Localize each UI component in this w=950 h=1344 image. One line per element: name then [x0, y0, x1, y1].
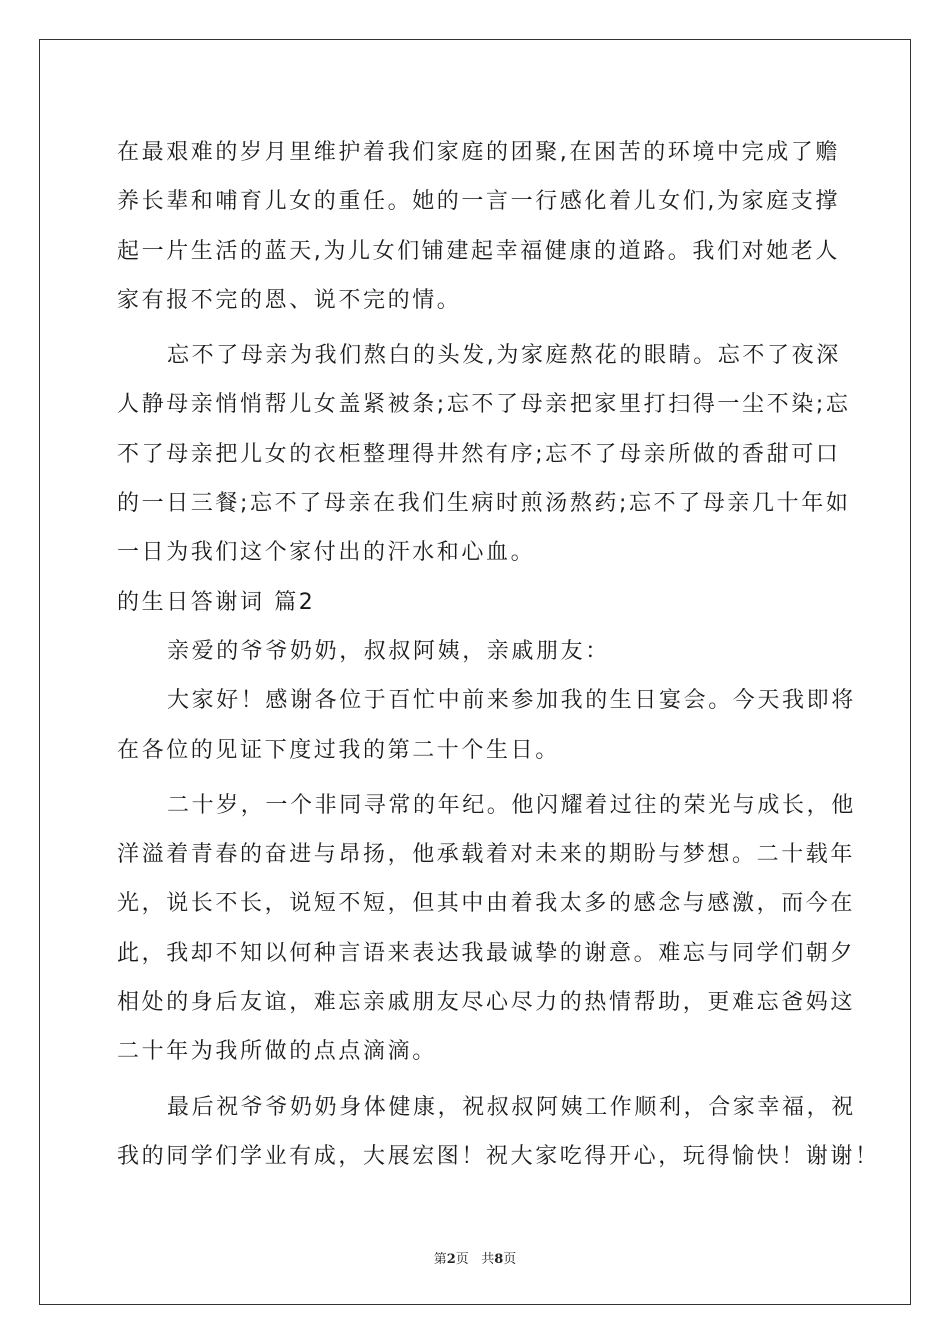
- body-line: 养长辈和哺育儿女的重任。她的一言一行感化着儿女们,为家庭支撑: [117, 189, 840, 215]
- total-label-prefix: 共: [481, 1252, 495, 1267]
- body-line: 的一日三餐;忘不了母亲在我们生病时煎汤熬药;忘不了母亲几十年如: [117, 491, 851, 517]
- page-footer: [0, 1248, 950, 1267]
- page-number: 2: [446, 1252, 456, 1267]
- body-line: 不了母亲把儿女的衣柜整理得井然有序;忘不了母亲所做的香甜可口: [117, 441, 841, 467]
- body-line: 家有报不完的恩、说不完的情。: [117, 287, 462, 313]
- section-heading: 的生日答谢词 篇2: [117, 589, 316, 615]
- body-line: 人静母亲悄悄帮儿女盖紧被条;忘不了母亲把家里打扫得一尘不染;忘: [117, 392, 851, 418]
- page-label-suffix: 页: [455, 1252, 469, 1267]
- paragraph-first-line: 大家好！感谢各位于百忙中前来参加我的生日宴会。今天我即将: [167, 688, 856, 714]
- body-line: 在各位的见证下度过我的第二十个生日。: [117, 737, 560, 763]
- total-pages: 8: [494, 1252, 504, 1267]
- body-line: 相处的身后友谊，难忘亲戚朋友尽心尽力的热情帮助，更难忘爸妈这: [117, 990, 856, 1016]
- salutation: 亲爱的爷爷奶奶，叔叔阿姨，亲戚朋友：: [167, 638, 610, 664]
- paragraph-first-line: 二十岁，一个非同寻常的年纪。他闪耀着过往的荣光与成长，他: [167, 792, 856, 818]
- body-line: 二十年为我所做的点点滴滴。: [117, 1039, 437, 1065]
- total-label-suffix: 页: [503, 1252, 517, 1267]
- body-line: 此，我却不知以何种言语来表达我最诚挚的谢意。难忘与同学们朝夕: [117, 940, 856, 966]
- body-line: 光，说长不长，说短不短，但其中由着我太多的感念与感激，而今在: [117, 891, 856, 917]
- body-line: 在最艰难的岁月里维护着我们家庭的团聚,在困苦的环境中完成了赡: [117, 140, 840, 165]
- paragraph-first-line: 忘不了母亲为我们熬白的头发,为家庭熬花的眼睛。忘不了夜深: [167, 343, 841, 369]
- body-line: 起一片生活的蓝天,为儿女们铺建起幸福健康的道路。我们对她老人: [117, 238, 840, 264]
- body-line: 我的同学们学业有成，大展宏图！祝大家吃得开心，玩得愉快！谢谢！: [117, 1143, 880, 1169]
- document-body: [117, 128, 880, 1181]
- paragraph-first-line: 最后祝爷爷奶奶身体健康，祝叔叔阿姨工作顺利，合家幸福，祝: [167, 1094, 856, 1120]
- page-label-prefix: 第: [433, 1252, 447, 1267]
- body-line: 一日为我们这个家付出的汗水和心血。: [117, 540, 536, 566]
- body-line: 洋溢着青春的奋进与昂扬，他承载着对未来的期盼与梦想。二十载年: [117, 842, 856, 868]
